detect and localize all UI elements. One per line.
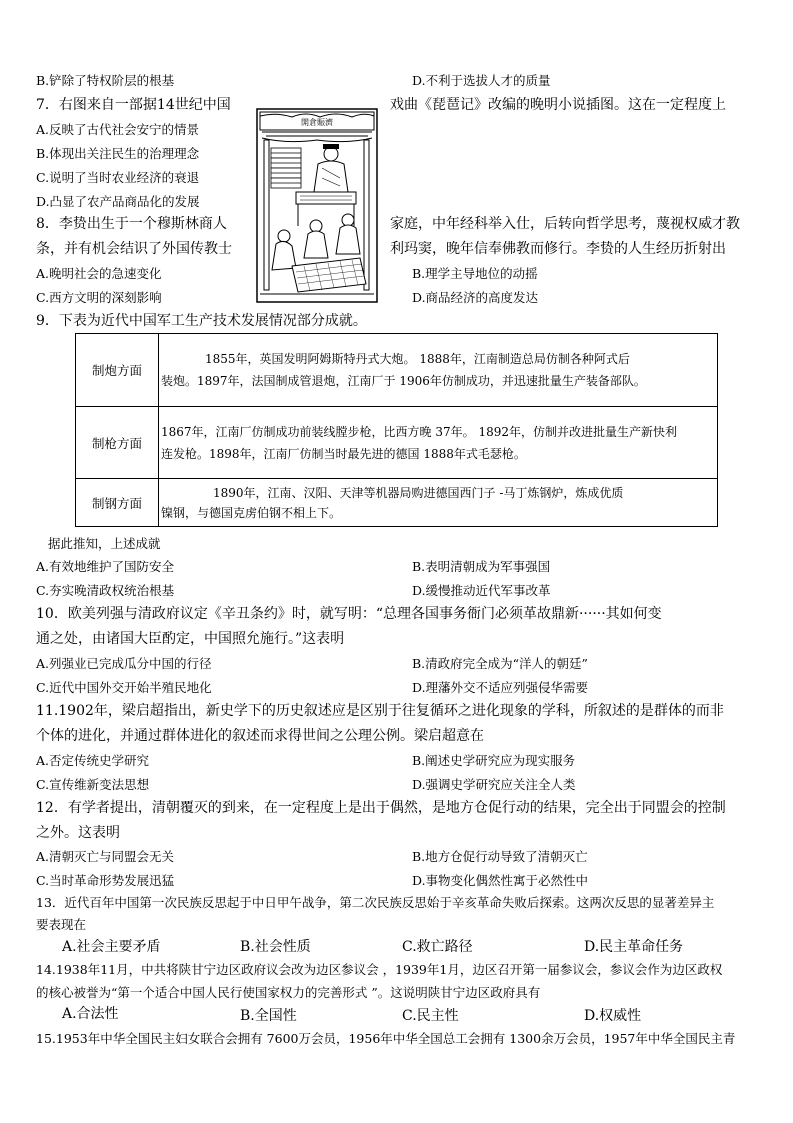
q11-option-d: D.强调史学研究应关注全人类 [412,777,576,792]
q8-stem-1-right: 家庭，中年经科举入仕，后转向哲学思考，蔑视权威才教 [390,216,740,232]
q14-stem-2: 的核心被誉为“第一个适合中国人民行使国家权力的完善形式 ”。这说明陕甘宁边区政府具有 [36,985,541,1000]
table-header-cell: 制钢方面 [76,479,159,527]
q13-option-d: D.民主革命任务 [584,939,684,955]
table-cell [159,479,718,527]
q8-option-c: C.西方文明的深刻影响 [36,290,162,305]
table-row [76,479,718,527]
q8-option-b: B.理学主导地位的动摇 [412,266,538,281]
q9-option-b: B.表明清朝成为军事强国 [412,559,551,574]
table-cell-line: 镍钢，与德国克虏伯钢不相上下。 [161,505,342,520]
q7-illustration-caption: 開倉賑濟 [301,118,333,127]
q9-option-d: D.缓慢推动近代军事改革 [412,583,551,598]
table-row [76,407,718,479]
table-cell-line: 1855年，英国发明阿姆斯特丹式大炮。 1888年，江南制造总局仿制各种阿式后 [205,352,630,366]
q11-stem-2: 个体的进化，并通过群体进化的叙述而求得世间之公理公例。梁启超意在 [36,728,484,744]
q11-option-c: C.宣传维新变法思想 [36,777,150,792]
q8-stem-2-right: 利玛窦，晚年信奉佛教而修行。李贽的人生经历折射出 [390,241,726,257]
q12-stem-2: 之外。这表明 [36,825,120,841]
table-cell-line: 连发枪。1898年，江南厂仿制当时最先进的德国 1888年式毛瑟枪。 [161,446,526,461]
q9-lead: 据此推知，上述成就 [48,536,161,551]
q10-option-b: B.清政府完全成为“洋人的朝廷” [412,656,588,671]
q10-option-a: A.列强业已完成瓜分中国的行径 [36,656,212,671]
q6-option-b: B.铲除了特权阶层的根基 [36,73,175,88]
q13-stem-1: 13．近代百年中国第一次民族反思起于中日甲午战争，第二次民族反思始于辛亥革命失败后探索。这两次反思的显著差异主 [36,895,715,910]
q12-stem-1: 12．有学者提出，清朝覆灭的到来，在一定程度上是出于偶然，是地方仓促行动的结果，完全出于同盟会的控制 [36,800,726,816]
q14-option-b: B.全国性 [240,1008,297,1024]
q13-stem-2: 要表现在 [36,917,87,932]
q9-option-a: A.有效地维护了国防安全 [36,559,175,574]
q10-stem-1: 10．欧美列强与清政府议定《辛丑条约》时，就写明：“总理各国事务衙门必须革故鼎新······其如何变 [36,606,662,622]
q12-option-d: D.事物变化偶然性寓于必然性中 [412,873,589,888]
table-header-cell: 制枪方面 [76,407,159,479]
q14-option-d: D.权威性 [584,1008,642,1024]
q15-stem-1: 15.1953年中华全国民主妇女联合会拥有 7600万会员，1956年中华全国总工会拥有 1300余万会员，1957年中华全国民主青 [36,1031,736,1046]
q8-stem-1-left: 8．李贽出生于一个穆斯林商人 [36,216,227,232]
table-cell [159,334,718,407]
q14-option-a: A.合法性 [62,1006,119,1022]
q8-option-a: A.晚明社会的急速变化 [36,266,162,281]
q13-option-a: A.社会主要矛盾 [62,939,161,955]
q10-option-d: D.理藩外交不适应列强侵华需要 [412,680,589,695]
table-cell-line: 1890年，江南、汉阳、天津等机器局购进德国西门子 -马丁炼钢炉，炼成优质 [213,485,624,500]
q9-option-c: C.夯实晚清政权统治根基 [36,583,175,598]
q12-option-a: A.清朝灭亡与同盟会无关 [36,849,175,864]
q14-option-c: C.民主性 [402,1008,459,1024]
q10-stem-2: 通之处，由诸国大臣酌定，中国照允施行。”这表明 [36,631,345,647]
table-row [76,334,718,407]
q12-option-b: B.地方仓促行动导致了清朝灭亡 [412,849,588,864]
q7-option-b: B.体现出关注民生的治理理念 [36,146,200,161]
q7-stem-right: 戏曲《琵琶记》改编的晚明小说插图。这在一定程度上 [390,97,726,113]
table-cell-line: 1867年，江南厂仿制成功前装线膛步枪，比西方晚 37年。 1892年，仿制并改进批量生产新快利 [161,424,677,439]
q10-option-c: C.近代中国外交开始半殖民地化 [36,680,212,695]
table-header-cell: 制炮方面 [76,334,159,407]
q7-option-a: A.反映了古代社会安宁的情景 [36,122,200,137]
q11-stem-1: 11.1902年，梁启超指出，新史学下的历史叙述应是区别于往复循环之进化现象的学科，所叙述的是群体的而非 [36,703,724,719]
q8-stem-2-left: 条，并有机会结识了外国传教士 [36,241,232,257]
q7-option-c: C.说明了当时农业经济的衰退 [36,170,200,185]
table-cell-line: 装炮。1897年，法国制成管退炮，江南厂于 1906年仿制成功，并迅速批量生产装备部队。 [161,374,646,388]
q8-option-d: D.商品经济的高度发达 [412,290,539,305]
table-cell [159,407,718,479]
q9-stem: 9．下表为近代中国军工生产技术发展情况部分成就。 [36,313,367,329]
q7-option-d: D.凸显了农产品商品化的发展 [36,194,200,209]
q11-option-b: B.阐述史学研究应为现实服务 [412,753,576,768]
q9-table [75,333,718,527]
q6-option-d: D.不利于选拔人才的质量 [412,73,551,88]
q14-stem-1: 14.1938年11月，中共将陕甘宁边区政府议会改为边区参议会 ，1939年1月，边区召开第一届参议会，参议会作为边区政权 [36,962,723,977]
q13-option-c: C.救亡路径 [402,939,473,955]
q13-option-b: B.社会性质 [240,939,311,955]
q11-option-a: A.否定传统史学研究 [36,753,150,768]
q7-stem-left: 7．右图来自一部据14世纪中国 [36,97,231,113]
q7-illustration [256,108,378,303]
q12-option-c: C.当时革命形势发展迅猛 [36,873,175,888]
